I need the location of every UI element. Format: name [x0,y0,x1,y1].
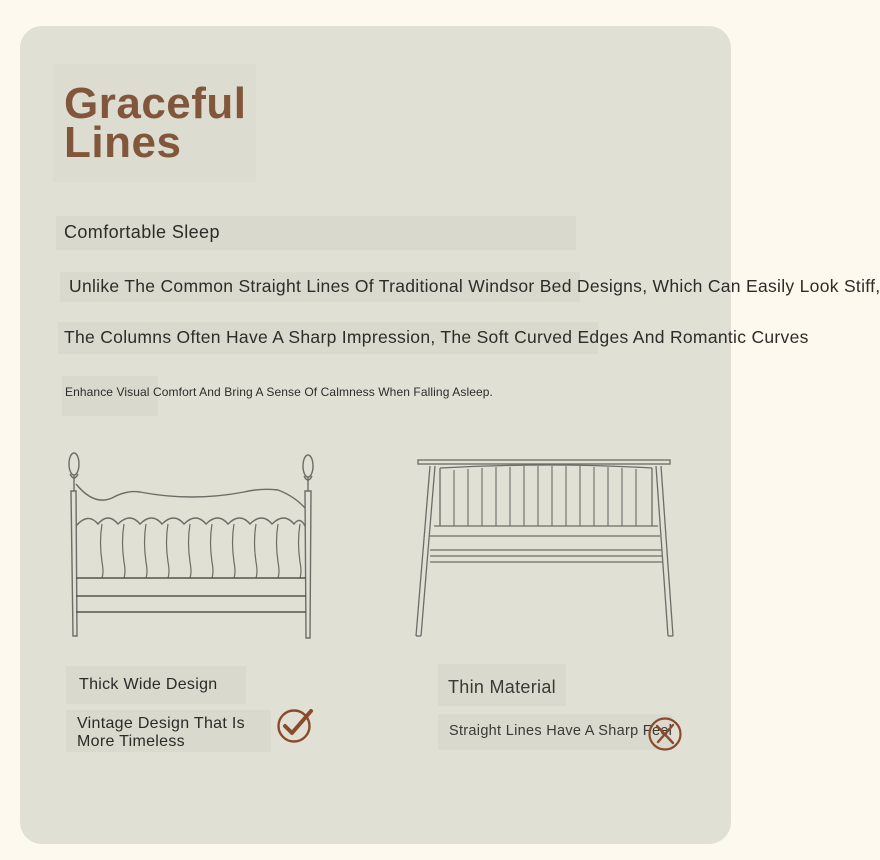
text-line-1: Vintage Design That Is [77,715,245,732]
title-line-2: Lines [64,118,182,167]
title-line-1: Graceful [64,79,247,128]
cross-circle-icon [646,715,684,753]
description-line-3: Enhance Visual Comfort And Bring A Sense Of Calmness When Falling Asleep. [65,385,493,399]
text-line-2: More Timeless [77,733,185,750]
check-circle-icon [275,707,315,743]
description-line-1: Unlike The Common Straight Lines Of Traditional Windsor Bed Designs, Which Can Easily Look Stiff, [69,276,880,296]
straight-bed-illustration [410,454,680,644]
thick-wide-design-heading: Thick Wide Design [79,676,218,693]
content-card [20,26,880,844]
thin-material-heading: Thin Material [448,677,556,697]
curved-bed-illustration [64,446,324,646]
thick-wide-design-text [77,715,245,751]
page-title [64,79,247,167]
subtitle: Comfortable Sleep [64,222,220,242]
description-line-2: The Columns Often Have A Sharp Impression, The Soft Curved Edges And Romantic Curves [64,327,809,347]
thin-material-text: Straight Lines Have A Sharp Feel [449,723,673,739]
